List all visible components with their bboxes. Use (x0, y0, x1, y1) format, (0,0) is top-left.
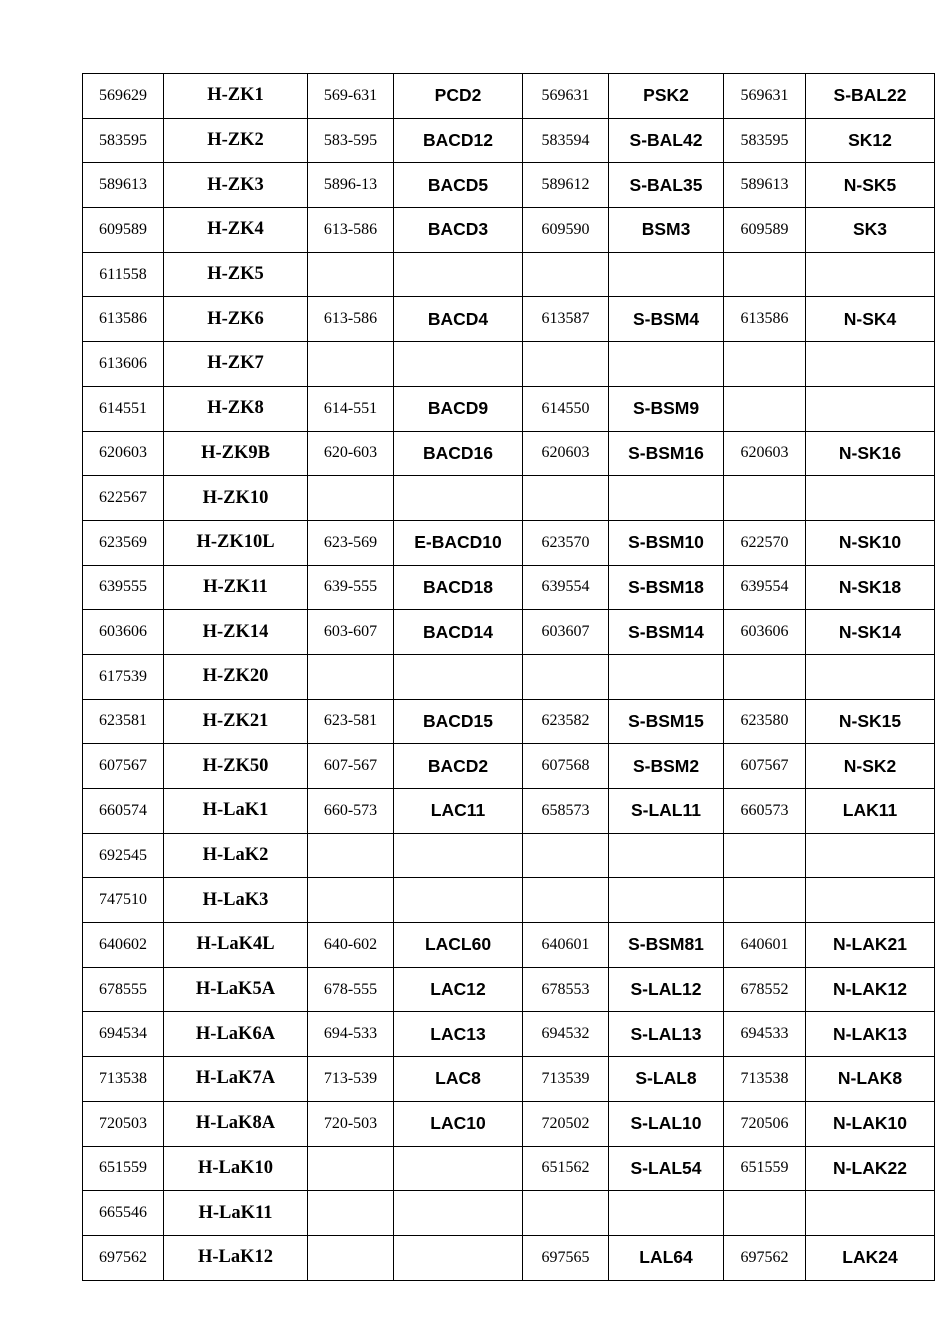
ohara-glass-name-cell (609, 654, 724, 699)
hoya-code-cell (308, 252, 394, 297)
hoya-code-cell: 607-567 (308, 744, 394, 789)
ohara-code-cell: 569631 (523, 74, 609, 119)
ohara-code-cell: 583594 (523, 118, 609, 163)
ohara-code-cell: 623582 (523, 699, 609, 744)
ohara-glass-name-cell: S-LAL12 (609, 967, 724, 1012)
schott-glass-name-cell: LAK11 (806, 789, 935, 834)
hoya-glass-name-cell: BACD3 (394, 208, 523, 253)
cdgm-code-cell: 660574 (83, 789, 164, 834)
hoya-glass-name-cell (394, 476, 523, 521)
ohara-glass-name-cell: S-BSM15 (609, 699, 724, 744)
ohara-glass-name-cell (609, 833, 724, 878)
ohara-glass-name-cell: S-BAL35 (609, 163, 724, 208)
ohara-glass-name-cell: S-BSM4 (609, 297, 724, 342)
schott-code-cell: 583595 (724, 118, 806, 163)
ohara-code-cell: 697565 (523, 1235, 609, 1280)
cdgm-code-cell: 720503 (83, 1101, 164, 1146)
schott-code-cell: 640601 (724, 923, 806, 968)
ohara-glass-name-cell: PSK2 (609, 74, 724, 119)
hoya-glass-name-cell: LAC11 (394, 789, 523, 834)
schott-code-cell: 589613 (724, 163, 806, 208)
cdgm-code-cell: 611558 (83, 252, 164, 297)
ohara-glass-name-cell (609, 342, 724, 387)
schott-glass-name-cell: N-SK14 (806, 610, 935, 655)
cdgm-code-cell: 583595 (83, 118, 164, 163)
table-row (83, 610, 935, 655)
table-row (83, 565, 935, 610)
ohara-glass-name-cell: S-LAL13 (609, 1012, 724, 1057)
cdgm-glass-name-cell: H-LaK4L (164, 923, 308, 968)
hoya-code-cell (308, 878, 394, 923)
schott-code-cell: 622570 (724, 520, 806, 565)
hoya-glass-name-cell: LAC10 (394, 1101, 523, 1146)
schott-code-cell: 660573 (724, 789, 806, 834)
hoya-glass-name-cell: LACL60 (394, 923, 523, 968)
schott-code-cell (724, 833, 806, 878)
hoya-glass-name-cell: BACD12 (394, 118, 523, 163)
cdgm-code-cell: 623569 (83, 520, 164, 565)
ohara-code-cell: 713539 (523, 1057, 609, 1102)
hoya-glass-name-cell (394, 654, 523, 699)
cdgm-code-cell: 617539 (83, 654, 164, 699)
hoya-code-cell: 678-555 (308, 967, 394, 1012)
ohara-glass-name-cell: S-BSM14 (609, 610, 724, 655)
cdgm-glass-name-cell: H-LaK10 (164, 1146, 308, 1191)
hoya-code-cell (308, 342, 394, 387)
ohara-glass-name-cell (609, 252, 724, 297)
hoya-glass-name-cell (394, 1235, 523, 1280)
cdgm-code-cell: 613606 (83, 342, 164, 387)
ohara-code-cell (523, 476, 609, 521)
schott-code-cell: 639554 (724, 565, 806, 610)
cdgm-glass-name-cell: H-ZK2 (164, 118, 308, 163)
hoya-code-cell: 623-569 (308, 520, 394, 565)
cdgm-code-cell: 640602 (83, 923, 164, 968)
table-row (83, 342, 935, 387)
table-row (83, 923, 935, 968)
table-row (83, 1012, 935, 1057)
schott-code-cell: 651559 (724, 1146, 806, 1191)
table-row (83, 386, 935, 431)
hoya-glass-name-cell (394, 878, 523, 923)
hoya-code-cell: 5896-13 (308, 163, 394, 208)
schott-code-cell: 609589 (724, 208, 806, 253)
schott-glass-name-cell (806, 878, 935, 923)
schott-glass-name-cell (806, 1191, 935, 1236)
cdgm-glass-name-cell: H-LaK8A (164, 1101, 308, 1146)
hoya-code-cell: 603-607 (308, 610, 394, 655)
cdgm-code-cell: 713538 (83, 1057, 164, 1102)
schott-glass-name-cell: SK3 (806, 208, 935, 253)
table-row (83, 699, 935, 744)
schott-glass-name-cell: LAK24 (806, 1235, 935, 1280)
hoya-code-cell: 639-555 (308, 565, 394, 610)
table-row (83, 1101, 935, 1146)
hoya-glass-name-cell: E-BACD10 (394, 520, 523, 565)
hoya-glass-name-cell: BACD5 (394, 163, 523, 208)
ohara-glass-name-cell: S-LAL11 (609, 789, 724, 834)
hoya-glass-name-cell: BACD18 (394, 565, 523, 610)
cdgm-code-cell: 609589 (83, 208, 164, 253)
hoya-code-cell (308, 476, 394, 521)
schott-glass-name-cell: N-LAK12 (806, 967, 935, 1012)
schott-code-cell (724, 252, 806, 297)
cdgm-glass-name-cell: H-ZK4 (164, 208, 308, 253)
hoya-code-cell (308, 654, 394, 699)
schott-glass-name-cell: N-SK15 (806, 699, 935, 744)
ohara-glass-name-cell: S-BSM16 (609, 431, 724, 476)
cdgm-glass-name-cell: H-ZK3 (164, 163, 308, 208)
hoya-code-cell: 640-602 (308, 923, 394, 968)
cdgm-code-cell: 694534 (83, 1012, 164, 1057)
hoya-code-cell (308, 1235, 394, 1280)
table-row (83, 1235, 935, 1280)
hoya-code-cell: 660-573 (308, 789, 394, 834)
hoya-code-cell: 613-586 (308, 208, 394, 253)
schott-code-cell: 620603 (724, 431, 806, 476)
schott-glass-name-cell (806, 342, 935, 387)
cdgm-code-cell: 665546 (83, 1191, 164, 1236)
schott-code-cell: 603606 (724, 610, 806, 655)
ohara-code-cell: 651562 (523, 1146, 609, 1191)
schott-glass-name-cell: N-LAK22 (806, 1146, 935, 1191)
hoya-code-cell: 720-503 (308, 1101, 394, 1146)
table-row (83, 163, 935, 208)
ohara-glass-name-cell: BSM3 (609, 208, 724, 253)
cdgm-glass-name-cell: H-ZK11 (164, 565, 308, 610)
hoya-code-cell: 623-581 (308, 699, 394, 744)
ohara-code-cell: 694532 (523, 1012, 609, 1057)
cdgm-code-cell: 622567 (83, 476, 164, 521)
schott-code-cell: 697562 (724, 1235, 806, 1280)
hoya-code-cell (308, 1191, 394, 1236)
cdgm-code-cell: 692545 (83, 833, 164, 878)
table-row (83, 744, 935, 789)
hoya-code-cell: 613-586 (308, 297, 394, 342)
cdgm-glass-name-cell: H-ZK7 (164, 342, 308, 387)
ohara-glass-name-cell (609, 1191, 724, 1236)
ohara-code-cell: 720502 (523, 1101, 609, 1146)
schott-glass-name-cell: N-SK5 (806, 163, 935, 208)
ohara-code-cell (523, 833, 609, 878)
table-row (83, 476, 935, 521)
hoya-glass-name-cell: BACD16 (394, 431, 523, 476)
cdgm-code-cell: 603606 (83, 610, 164, 655)
hoya-glass-name-cell: LAC12 (394, 967, 523, 1012)
hoya-code-cell: 614-551 (308, 386, 394, 431)
schott-glass-name-cell (806, 654, 935, 699)
schott-code-cell: 613586 (724, 297, 806, 342)
table-row (83, 74, 935, 119)
cdgm-glass-name-cell: H-LaK6A (164, 1012, 308, 1057)
ohara-code-cell: 613587 (523, 297, 609, 342)
cdgm-code-cell: 613586 (83, 297, 164, 342)
schott-code-cell: 694533 (724, 1012, 806, 1057)
schott-glass-name-cell (806, 252, 935, 297)
cdgm-glass-name-cell: H-LaK5A (164, 967, 308, 1012)
ohara-code-cell: 609590 (523, 208, 609, 253)
ohara-glass-name-cell (609, 878, 724, 923)
ohara-code-cell (523, 342, 609, 387)
ohara-code-cell: 620603 (523, 431, 609, 476)
cdgm-glass-name-cell: H-ZK1 (164, 74, 308, 119)
table-row (83, 1057, 935, 1102)
ohara-code-cell: 607568 (523, 744, 609, 789)
schott-code-cell (724, 878, 806, 923)
schott-code-cell (724, 386, 806, 431)
schott-glass-name-cell: N-LAK13 (806, 1012, 935, 1057)
schott-code-cell (724, 342, 806, 387)
hoya-code-cell (308, 1146, 394, 1191)
cdgm-code-cell: 697562 (83, 1235, 164, 1280)
schott-code-cell (724, 654, 806, 699)
ohara-glass-name-cell: S-BAL42 (609, 118, 724, 163)
table-row (83, 833, 935, 878)
table-row (83, 878, 935, 923)
table-row (83, 1146, 935, 1191)
cdgm-glass-name-cell: H-LaK3 (164, 878, 308, 923)
ohara-glass-name-cell: S-BSM81 (609, 923, 724, 968)
hoya-glass-name-cell (394, 1146, 523, 1191)
hoya-glass-name-cell (394, 342, 523, 387)
hoya-glass-name-cell: PCD2 (394, 74, 523, 119)
hoya-glass-name-cell: LAC13 (394, 1012, 523, 1057)
table-row (83, 208, 935, 253)
table-row (83, 118, 935, 163)
schott-glass-name-cell: SK12 (806, 118, 935, 163)
cdgm-code-cell: 651559 (83, 1146, 164, 1191)
schott-glass-name-cell: N-SK10 (806, 520, 935, 565)
schott-glass-name-cell: N-LAK8 (806, 1057, 935, 1102)
ohara-code-cell: 589612 (523, 163, 609, 208)
table-row (83, 520, 935, 565)
ohara-code-cell: 658573 (523, 789, 609, 834)
table-row (83, 654, 935, 699)
schott-code-cell: 623580 (724, 699, 806, 744)
ohara-code-cell: 639554 (523, 565, 609, 610)
cdgm-glass-name-cell: H-ZK5 (164, 252, 308, 297)
schott-glass-name-cell: N-SK2 (806, 744, 935, 789)
ohara-glass-name-cell: S-BSM18 (609, 565, 724, 610)
schott-code-cell (724, 476, 806, 521)
schott-glass-name-cell (806, 833, 935, 878)
cdgm-glass-name-cell: H-LaK12 (164, 1235, 308, 1280)
cdgm-glass-name-cell: H-ZK50 (164, 744, 308, 789)
cdgm-glass-name-cell: H-LaK2 (164, 833, 308, 878)
cdgm-glass-name-cell: H-ZK21 (164, 699, 308, 744)
schott-code-cell: 569631 (724, 74, 806, 119)
cdgm-code-cell: 623581 (83, 699, 164, 744)
schott-code-cell (724, 1191, 806, 1236)
schott-code-cell: 678552 (724, 967, 806, 1012)
cdgm-code-cell: 678555 (83, 967, 164, 1012)
schott-glass-name-cell (806, 386, 935, 431)
ohara-glass-name-cell: S-BSM9 (609, 386, 724, 431)
glass-equivalence-table (82, 73, 935, 1281)
schott-code-cell: 607567 (724, 744, 806, 789)
cdgm-code-cell: 614551 (83, 386, 164, 431)
cdgm-glass-name-cell: H-ZK14 (164, 610, 308, 655)
schott-code-cell: 713538 (724, 1057, 806, 1102)
schott-code-cell: 720506 (724, 1101, 806, 1146)
ohara-code-cell (523, 878, 609, 923)
schott-glass-name-cell: N-SK18 (806, 565, 935, 610)
ohara-glass-name-cell: S-LAL10 (609, 1101, 724, 1146)
schott-glass-name-cell: S-BAL22 (806, 74, 935, 119)
cdgm-glass-name-cell: H-ZK9B (164, 431, 308, 476)
ohara-code-cell (523, 1191, 609, 1236)
ohara-code-cell: 614550 (523, 386, 609, 431)
table-row (83, 1191, 935, 1236)
hoya-code-cell: 713-539 (308, 1057, 394, 1102)
cdgm-glass-name-cell: H-LaK7A (164, 1057, 308, 1102)
hoya-code-cell (308, 833, 394, 878)
hoya-glass-name-cell (394, 1191, 523, 1236)
hoya-glass-name-cell (394, 252, 523, 297)
hoya-glass-name-cell: BACD9 (394, 386, 523, 431)
ohara-glass-name-cell: S-LAL54 (609, 1146, 724, 1191)
ohara-code-cell: 623570 (523, 520, 609, 565)
cdgm-glass-name-cell: H-ZK6 (164, 297, 308, 342)
ohara-code-cell: 640601 (523, 923, 609, 968)
hoya-glass-name-cell: BACD4 (394, 297, 523, 342)
hoya-code-cell: 583-595 (308, 118, 394, 163)
table-body (83, 74, 935, 1281)
ohara-glass-name-cell: LAL64 (609, 1235, 724, 1280)
hoya-glass-name-cell: BACD15 (394, 699, 523, 744)
cdgm-glass-name-cell: H-LaK11 (164, 1191, 308, 1236)
cdgm-code-cell: 589613 (83, 163, 164, 208)
cdgm-glass-name-cell: H-ZK10L (164, 520, 308, 565)
cdgm-glass-name-cell: H-ZK10 (164, 476, 308, 521)
table-row (83, 431, 935, 476)
cdgm-glass-name-cell: H-ZK8 (164, 386, 308, 431)
ohara-glass-name-cell: S-BSM10 (609, 520, 724, 565)
hoya-code-cell: 694-533 (308, 1012, 394, 1057)
cdgm-glass-name-cell: H-ZK20 (164, 654, 308, 699)
ohara-code-cell (523, 654, 609, 699)
cdgm-code-cell: 639555 (83, 565, 164, 610)
schott-glass-name-cell: N-LAK10 (806, 1101, 935, 1146)
ohara-code-cell: 603607 (523, 610, 609, 655)
hoya-code-cell: 569-631 (308, 74, 394, 119)
hoya-glass-name-cell: BACD2 (394, 744, 523, 789)
cdgm-code-cell: 747510 (83, 878, 164, 923)
table-row (83, 789, 935, 834)
ohara-glass-name-cell: S-LAL8 (609, 1057, 724, 1102)
hoya-glass-name-cell: LAC8 (394, 1057, 523, 1102)
hoya-code-cell: 620-603 (308, 431, 394, 476)
ohara-code-cell: 678553 (523, 967, 609, 1012)
table-row (83, 252, 935, 297)
cdgm-code-cell: 620603 (83, 431, 164, 476)
ohara-glass-name-cell: S-BSM2 (609, 744, 724, 789)
table-row (83, 967, 935, 1012)
schott-glass-name-cell: N-SK4 (806, 297, 935, 342)
table-row (83, 297, 935, 342)
cdgm-glass-name-cell: H-LaK1 (164, 789, 308, 834)
schott-glass-name-cell: N-SK16 (806, 431, 935, 476)
schott-glass-name-cell: N-LAK21 (806, 923, 935, 968)
cdgm-code-cell: 569629 (83, 74, 164, 119)
ohara-glass-name-cell (609, 476, 724, 521)
hoya-glass-name-cell (394, 833, 523, 878)
ohara-code-cell (523, 252, 609, 297)
schott-glass-name-cell (806, 476, 935, 521)
hoya-glass-name-cell: BACD14 (394, 610, 523, 655)
cdgm-code-cell: 607567 (83, 744, 164, 789)
